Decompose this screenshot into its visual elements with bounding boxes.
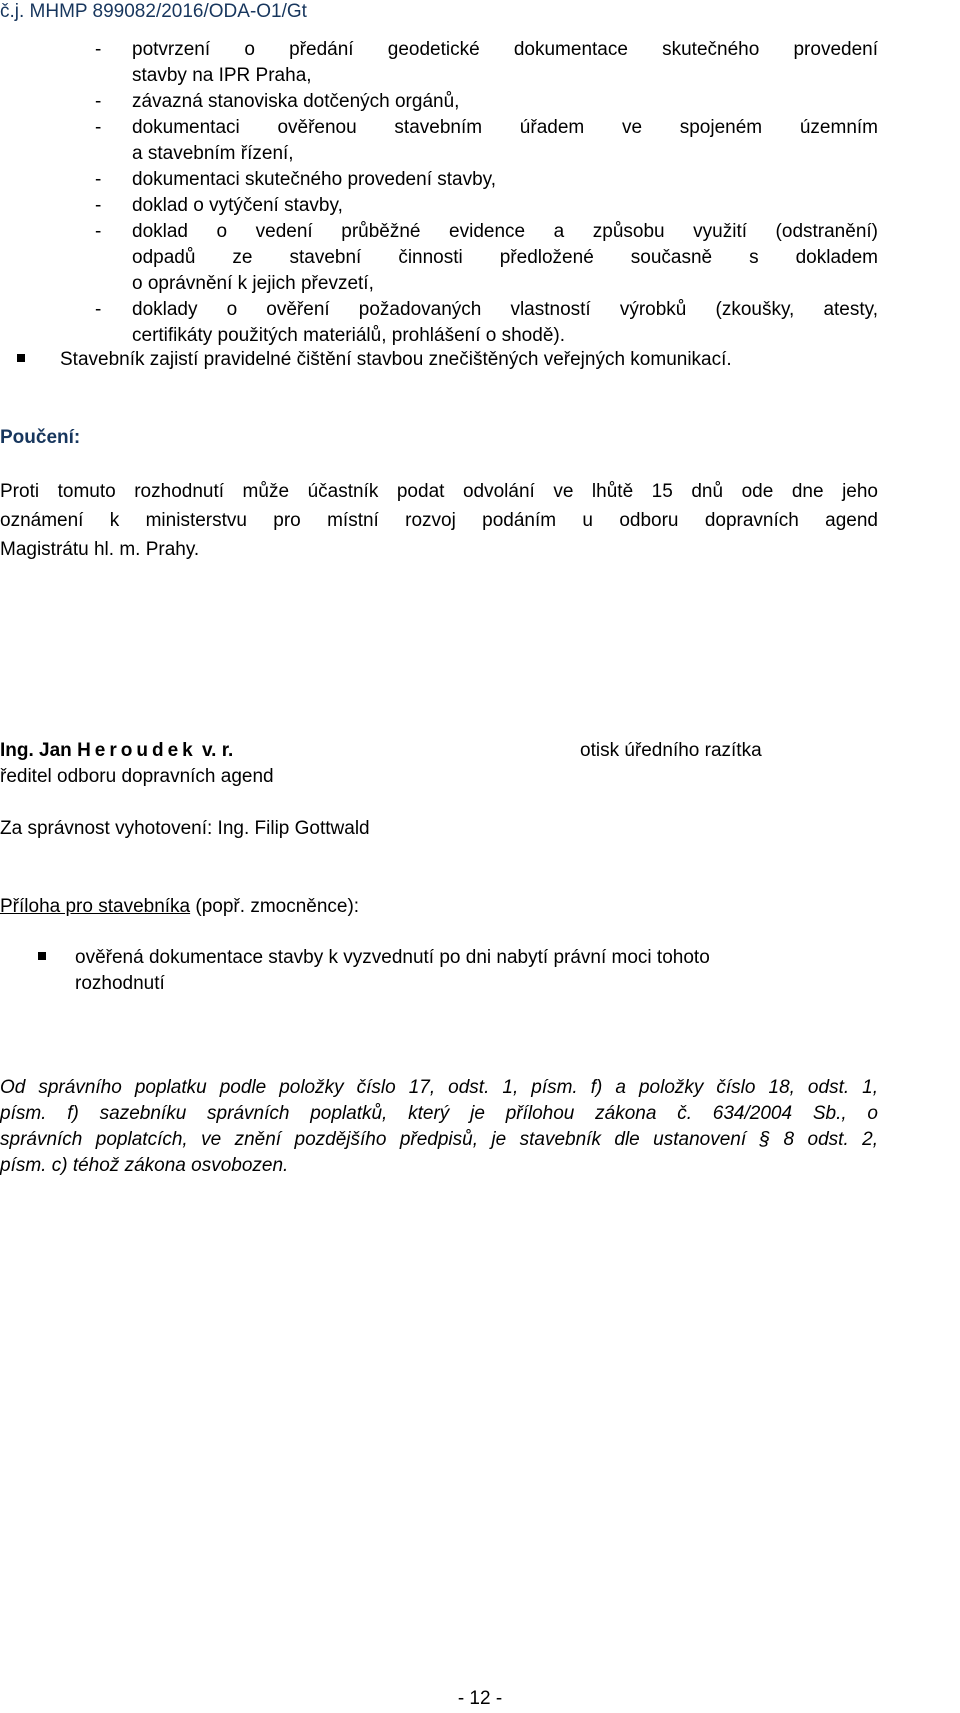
document-reference: č.j. MHMP 899082/2016/ODA-O1/Gt xyxy=(0,1,307,22)
attachment-heading-underlined: Příloha pro stavebníka xyxy=(0,896,191,917)
list-item-line: potvrzení o předání geodetické dokumentace skutečného provedení xyxy=(132,39,878,60)
signatory-name-prefix: Ing. Jan xyxy=(0,740,78,761)
dash-marker: - xyxy=(95,299,102,320)
dash-marker: - xyxy=(95,221,102,242)
dash-marker: - xyxy=(95,195,102,216)
fee-note-line: Od správního poplatku podle položky číslo 17, odst. 1, písm. f) a položky číslo 18, odst. 1, xyxy=(0,1077,878,1098)
correctness-note: Za správnost vyhotovení: Ing. Filip Gottwald xyxy=(0,818,370,839)
fee-note-line: písm. c) téhož zákona osvobozen. xyxy=(0,1155,289,1176)
paragraph-line: oznámení k ministerstvu pro místní rozvoj podáním u odboru dopravních agend xyxy=(0,510,878,531)
fee-note-line: správních poplatcích, ve znění pozdějšího předpisů, je stavebník dle ustanovení § 8 odst. 2, xyxy=(0,1129,878,1150)
signatory-title: ředitel odboru dopravních agend xyxy=(0,766,274,787)
fee-note-line: písm. f) sazebníku správních poplatků, který je přílohou zákona č. 634/2004 Sb., o xyxy=(0,1103,878,1124)
attachment-item-line: ověřená dokumentace stavby k vyzvednutí po dni nabytí právní moci tohoto xyxy=(75,947,710,968)
list-item-line: doklady o ověření požadovaných vlastností výrobků (zkoušky, atesty, xyxy=(132,299,878,320)
cleaning-requirement: Stavebník zajistí pravidelné čištění stavbou znečištěných veřejných komunikací. xyxy=(60,349,732,370)
list-item-line: dokumentaci ověřenou stavebním úřadem ve spojeném územním xyxy=(132,117,878,138)
list-item-line: o oprávnění k jejich převzetí, xyxy=(132,273,374,294)
paragraph-line: Magistrátu hl. m. Prahy. xyxy=(0,539,200,560)
stamp-placeholder: otisk úředního razítka xyxy=(580,740,762,761)
square-bullet-icon xyxy=(17,354,25,362)
pouceni-paragraph xyxy=(0,477,878,564)
signatory-name xyxy=(0,739,233,763)
pouceni-heading: Poučení: xyxy=(0,427,81,448)
list-item-line: doklad o vytýčení stavby, xyxy=(132,195,343,216)
list-item-line: dokumentaci skutečného provedení stavby, xyxy=(132,169,497,190)
attachment-heading-rest: (popř. zmocněnce): xyxy=(190,896,360,917)
attachment-item-line: rozhodnutí xyxy=(75,973,165,994)
list-item-line: a stavebním řízení, xyxy=(132,143,294,164)
signatory-name-suffix: v. r. xyxy=(196,740,234,761)
dash-marker: - xyxy=(95,91,102,112)
list-item-line: stavby na IPR Praha, xyxy=(132,65,312,86)
attachment-heading xyxy=(0,895,359,919)
list-item-line: odpadů ze stavební činnosti předložené současně s dokladem xyxy=(132,247,878,268)
signatory-surname: Heroudek xyxy=(77,740,197,761)
list-item-line: závazná stanoviska dotčených orgánů, xyxy=(132,91,460,112)
list-item-line: doklad o vedení průběžné evidence a způsobu využití (odstranění) xyxy=(132,221,878,242)
dash-marker: - xyxy=(95,117,102,138)
square-bullet-icon xyxy=(38,952,46,960)
paragraph-line: Proti tomuto rozhodnutí může účastník podat odvolání ve lhůtě 15 dnů ode dne jeho xyxy=(0,481,878,502)
dash-marker: - xyxy=(95,169,102,190)
page-number: - 12 - xyxy=(457,1688,503,1709)
list-item-line: certifikáty použitých materiálů, prohlášení o shodě). xyxy=(132,325,565,346)
dash-marker: - xyxy=(95,39,102,60)
